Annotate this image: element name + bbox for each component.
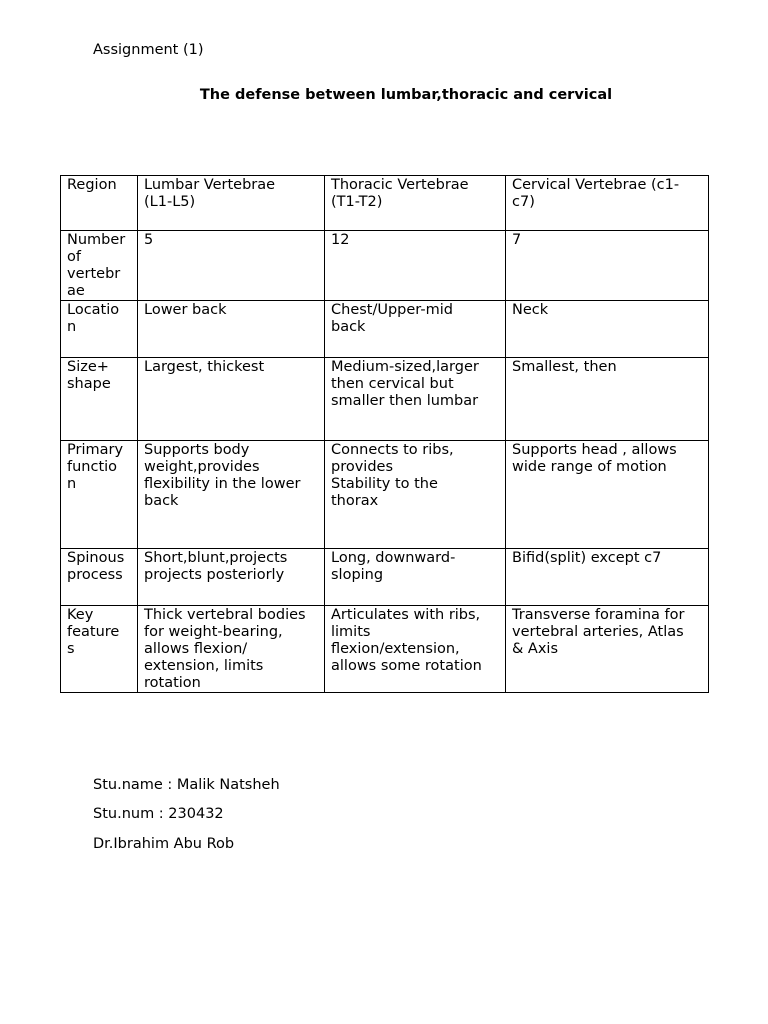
row-label: Number of vertebr ae (61, 231, 138, 301)
table-cell: Connects to ribs, provides Stability to the thorax (325, 441, 506, 549)
table-cell: Articulates with ribs, limits flexion/extension, allows some rotation (325, 606, 506, 693)
table-cell: 12 (325, 231, 506, 301)
table-cell: Supports head , allows wide range of motion (506, 441, 709, 549)
document-title: The defense between lumbar,thoracic and cervical (199, 87, 613, 103)
header-cell-thoracic: Thoracic Vertebrae (T1-T2) (325, 176, 506, 231)
row-label: Locatio n (61, 301, 138, 358)
table-cell: 7 (506, 231, 709, 301)
table-cell: Lower back (138, 301, 325, 358)
table-cell: Long, downward- sloping (325, 549, 506, 606)
table-row (61, 301, 709, 358)
table-row (61, 441, 709, 549)
header-cell-lumbar: Lumbar Vertebrae (L1-L5) (138, 176, 325, 231)
table-row (61, 358, 709, 441)
table-cell: Short,blunt,projects projects posteriorly (138, 549, 325, 606)
table-cell: 5 (138, 231, 325, 301)
table-cell: Thick vertebral bodies for weight-bearing, allows flexion/ extension, limits rotation (138, 606, 325, 693)
student-name: Stu.name : Malik Natsheh (93, 777, 280, 793)
table-row (61, 231, 709, 301)
student-number: Stu.num : 230432 (93, 806, 224, 822)
header-cell-region: Region (61, 176, 138, 231)
table-row (61, 549, 709, 606)
table-cell: Largest, thickest (138, 358, 325, 441)
table-cell: Bifid(split) except c7 (506, 549, 709, 606)
table-cell: Medium-sized,larger then cervical but smaller then lumbar (325, 358, 506, 441)
instructor-name: Dr.Ibrahim Abu Rob (93, 836, 235, 852)
assignment-heading: Assignment (1) (93, 42, 204, 58)
table-cell: Neck (506, 301, 709, 358)
row-label: Size+ shape (61, 358, 138, 441)
table-header-row (61, 176, 709, 231)
table-cell: Supports body weight,provides flexibility in the lower back (138, 441, 325, 549)
table-cell: Transverse foramina for vertebral arteries, Atlas & Axis (506, 606, 709, 693)
row-label: Key feature s (61, 606, 138, 693)
vertebrae-comparison-table (60, 175, 709, 693)
row-label: Spinous process (61, 549, 138, 606)
row-label: Primary functio n (61, 441, 138, 549)
table-cell: Chest/Upper-mid back (325, 301, 506, 358)
table-row (61, 606, 709, 693)
header-cell-cervical: Cervical Vertebrae (c1- c7) (506, 176, 709, 231)
table-cell: Smallest, then (506, 358, 709, 441)
